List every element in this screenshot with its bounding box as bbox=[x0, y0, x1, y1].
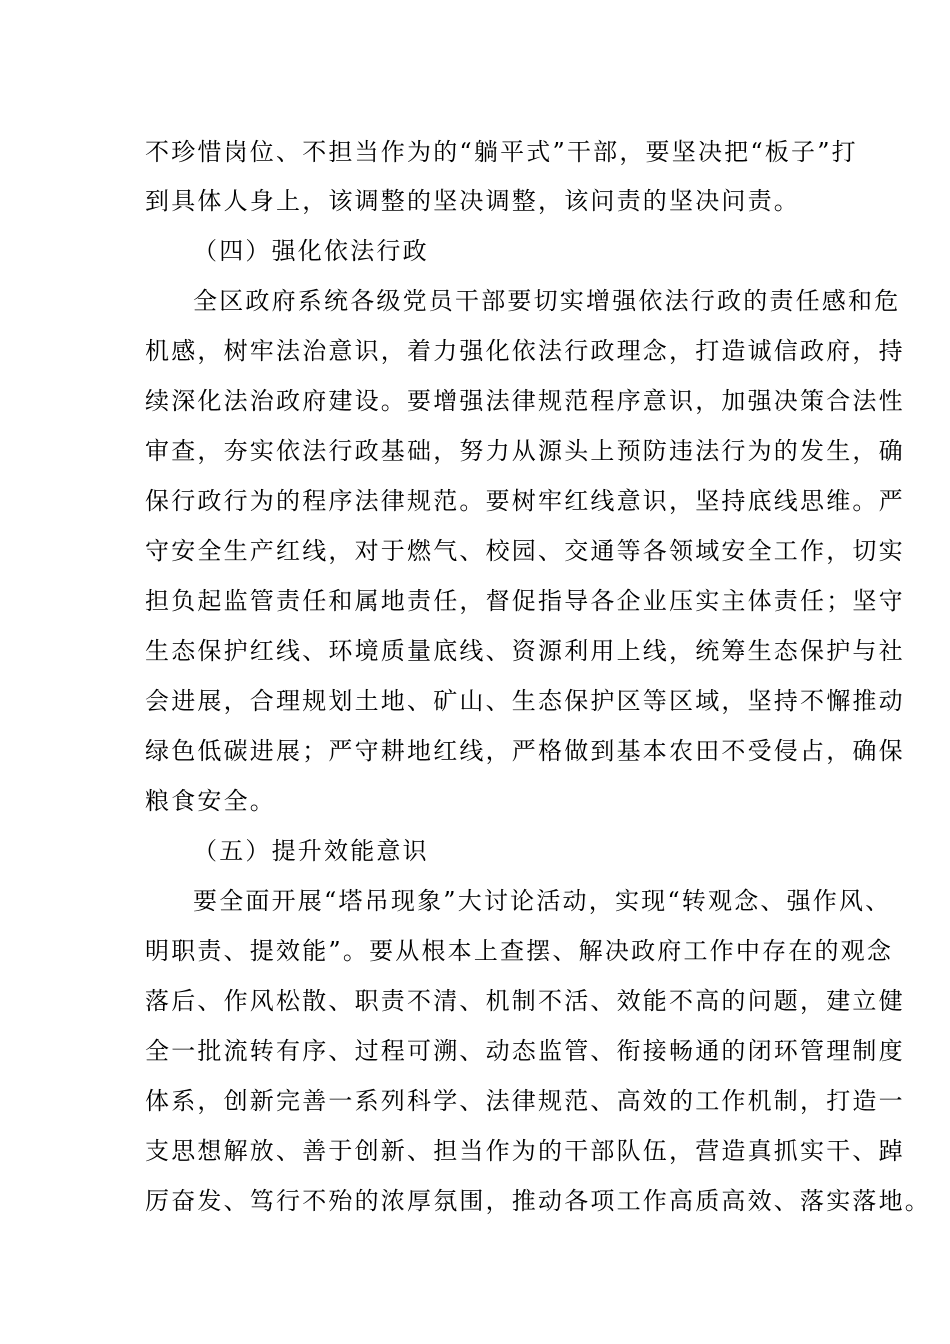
paragraph-line: 粮食安全。 bbox=[145, 787, 276, 815]
paragraph-line: 全区政府系统各级党员干部要切实增强依法行政的责任感和危 bbox=[193, 287, 901, 315]
paragraph-line: 会进展，合理规划土地、矿山、生态保护区等区域，坚持不懈推动 bbox=[145, 687, 905, 715]
paragraph-line: 审查，夯实依法行政基础，努力从源头上预防违法行为的发生，确 bbox=[145, 437, 905, 465]
paragraph-line: 生态保护红线、环境质量底线、资源利用上线，统筹生态保护与社 bbox=[145, 637, 905, 665]
section-heading: （五）提升效能意识 bbox=[193, 837, 429, 865]
paragraph-line: 守安全生产红线，对于燃气、校园、交通等各领域安全工作，切实 bbox=[145, 537, 905, 565]
paragraph-line: 续深化法治政府建设。要增强法律规范程序意识，加强决策合法性 bbox=[145, 387, 905, 415]
paragraph-line: 全一批流转有序、过程可溯、动态监管、衔接畅通的闭环管理制度 bbox=[145, 1037, 905, 1065]
paragraph-line: 不珍惜岗位、不担当作为的“躺平式”干部，要坚决把“板子”打 bbox=[145, 138, 858, 166]
paragraph-line: 保行政行为的程序法律规范。要树牢红线意识，坚持底线思维。严 bbox=[145, 487, 905, 515]
paragraph-line: 明职责、提效能”。要从根本上查摆、解决政府工作中存在的观念 bbox=[145, 937, 894, 965]
paragraph-line: 机感，树牢法治意识，着力强化依法行政理念，打造诚信政府，持 bbox=[145, 337, 905, 365]
paragraph-line: 支思想解放、善于创新、担当作为的干部队伍，营造真抓实干、踔 bbox=[145, 1137, 905, 1165]
paragraph-line: 落后、作风松散、职责不清、机制不活、效能不高的问题，建立健 bbox=[145, 987, 905, 1015]
paragraph-line: 担负起监管责任和属地责任，督促指导各企业压实主体责任；坚守 bbox=[145, 587, 905, 615]
paragraph-line: 到具体人身上，该调整的坚决调整，该问责的坚决问责。 bbox=[145, 187, 800, 215]
paragraph-line: 绿色低碳进展；严守耕地红线，严格做到基本农田不受侵占，确保 bbox=[145, 737, 905, 765]
paragraph-line: 体系，创新完善一系列科学、法律规范、高效的工作机制，打造一 bbox=[145, 1087, 905, 1115]
paragraph-line: 厉奋发、笃行不殆的浓厚氛围，推动各项工作高质高效、落实落地。 bbox=[145, 1187, 931, 1215]
paragraph-line: 要全面开展“塔吊现象”大讨论活动，实现“转观念、强作风、 bbox=[193, 887, 892, 915]
section-heading: （四）强化依法行政 bbox=[193, 237, 429, 265]
